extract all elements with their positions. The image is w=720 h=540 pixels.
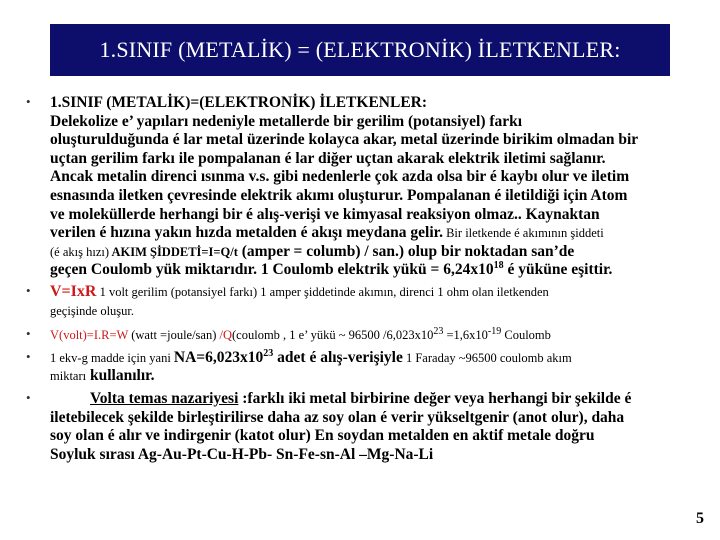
slide-content xyxy=(26,94,698,464)
text-line xyxy=(50,224,698,243)
bullet-item-volt-formula xyxy=(26,326,698,345)
avogadro-number: NA=6,023x10 xyxy=(173,348,264,366)
bullet-item-volta-theory xyxy=(26,390,698,464)
page-number: 5 xyxy=(696,510,704,527)
text-line xyxy=(50,283,698,302)
text-segment-small: 1 Faraday ~96500 coulomb akım xyxy=(402,350,572,365)
text-line: Ancak metalin direnci ısınma v.s. gibi nedenlerle çok azda olsa bir é kaybı olur ve iletim xyxy=(50,168,630,186)
text-line: Delekolize e’ yapıları nedeniyle metallerde bir gerilim (potansiyel) farkı xyxy=(50,112,523,130)
ohm-formula: V=IxR xyxy=(50,282,97,300)
text-line: uçtan gerilim farkı ile pompalanan é lar diğer uçtan akarak elektrik iletimi sağlanır. xyxy=(50,149,606,167)
superscript: -19 xyxy=(487,325,502,337)
text-segment: =1,6x10 xyxy=(443,328,488,343)
bullet-item-ohm-law xyxy=(26,283,698,320)
text-segment-small: 1 volt gerilim (potansiyel farkı) 1 amper şiddetinde akımın, direnci 1 ohm olan iletkenden xyxy=(96,284,549,299)
bullet-dot-icon: • xyxy=(26,94,31,109)
text-segment: é yüküne eşittir. xyxy=(503,261,613,279)
text-line: oluşturulduğunda é lar metal üzerinde kolayca akar, metal üzerinde birikim olmadan bir xyxy=(50,131,639,149)
text-segment: geçen Coulomb yük miktarıdır. 1 Coulomb elektrik yükü = 6,24x10 xyxy=(50,261,494,279)
slide-title: 1.SINIF (METALİK) = (ELEKTRONİK) İLETKENLER: xyxy=(99,37,621,62)
text-line: ve moleküllerde herhangi bir é alış-verişi ve kimyasal reaksiyon olmaz.. Kaynaktan xyxy=(50,205,600,223)
text-segment: adet é alış-verişiyle xyxy=(273,348,403,366)
bullet-text xyxy=(50,326,698,345)
bullet-text xyxy=(50,349,698,386)
text-line xyxy=(50,349,698,368)
text-segment: kullanılır. xyxy=(86,367,155,385)
bullet-dot-icon: • xyxy=(26,389,31,405)
bullet-text xyxy=(50,283,698,320)
superscript: 18 xyxy=(493,260,504,272)
bullet-heading: 1.SINIF (METALİK)=(ELEKTRONİK) İLETKENLER: xyxy=(50,94,428,111)
text-line xyxy=(50,390,698,409)
text-segment: (coulomb , 1 e’ yükü ~ 96500 /6,023x10 xyxy=(232,328,434,343)
text-segment: verilen é hızına yakın hızda metalden é akışı meydana gelir. xyxy=(50,224,443,242)
superscript: 23 xyxy=(433,325,444,337)
text-line: Soyluk sırası Ag-Au-Pt-Cu-H-Pb- Sn-Fe-sn-Al –Mg-Na-Li xyxy=(50,445,434,463)
text-segment-red: /Q xyxy=(219,328,233,343)
text-segment-small: miktarı xyxy=(50,369,87,384)
bullet-dot-icon: • xyxy=(26,326,31,342)
text-line xyxy=(50,243,698,262)
text-line: soy olan é alır ve indirgenir (katot olur) En soydan metalden en aktif metale doğru xyxy=(50,427,595,445)
text-segment: Coulomb xyxy=(501,328,551,343)
text-segment: (amper = columb) / san.) olup bir noktadan san’de xyxy=(237,242,575,260)
bullet-item-metallic-conductors xyxy=(26,94,698,280)
text-segment: (watt =joule/san) xyxy=(128,328,220,343)
current-formula: AKIM ŞİDDETİ=I=Q/t xyxy=(109,244,238,259)
text-line xyxy=(50,261,698,280)
text-line xyxy=(50,326,698,345)
superscript: 23 xyxy=(263,347,274,359)
bullet-text xyxy=(50,94,698,280)
bullet-dot-icon: • xyxy=(26,348,31,364)
text-line: geçişinde oluşur. xyxy=(50,303,135,318)
text-line xyxy=(50,367,698,386)
volta-heading: Volta temas nazariyesi xyxy=(90,389,239,407)
text-segment: :farklı iki metal birbirine değer veya herhangi bir şekilde é xyxy=(238,389,632,407)
text-segment-small: 1 ekv-g madde için yani xyxy=(50,350,174,365)
bullet-item-faraday xyxy=(26,349,698,386)
text-line: iletebilecek şekilde birleştirilirse daha az soy olan é verir yükseltgenir (anot olur), daha xyxy=(50,408,625,426)
text-segment-small: (é akış hızı) xyxy=(50,244,110,259)
bullet-text xyxy=(50,390,698,464)
bullet-dot-icon: • xyxy=(26,282,31,298)
text-segment-small: Bir iletkende é akımının şiddeti xyxy=(442,226,604,241)
title-banner xyxy=(50,24,670,76)
volt-formula: V(volt)=I.R=W xyxy=(50,328,129,343)
text-line: esnasında iletken çevresinde elektrik akımı oluşturur. Pompalanan é iletildiği için Atom xyxy=(50,186,628,204)
